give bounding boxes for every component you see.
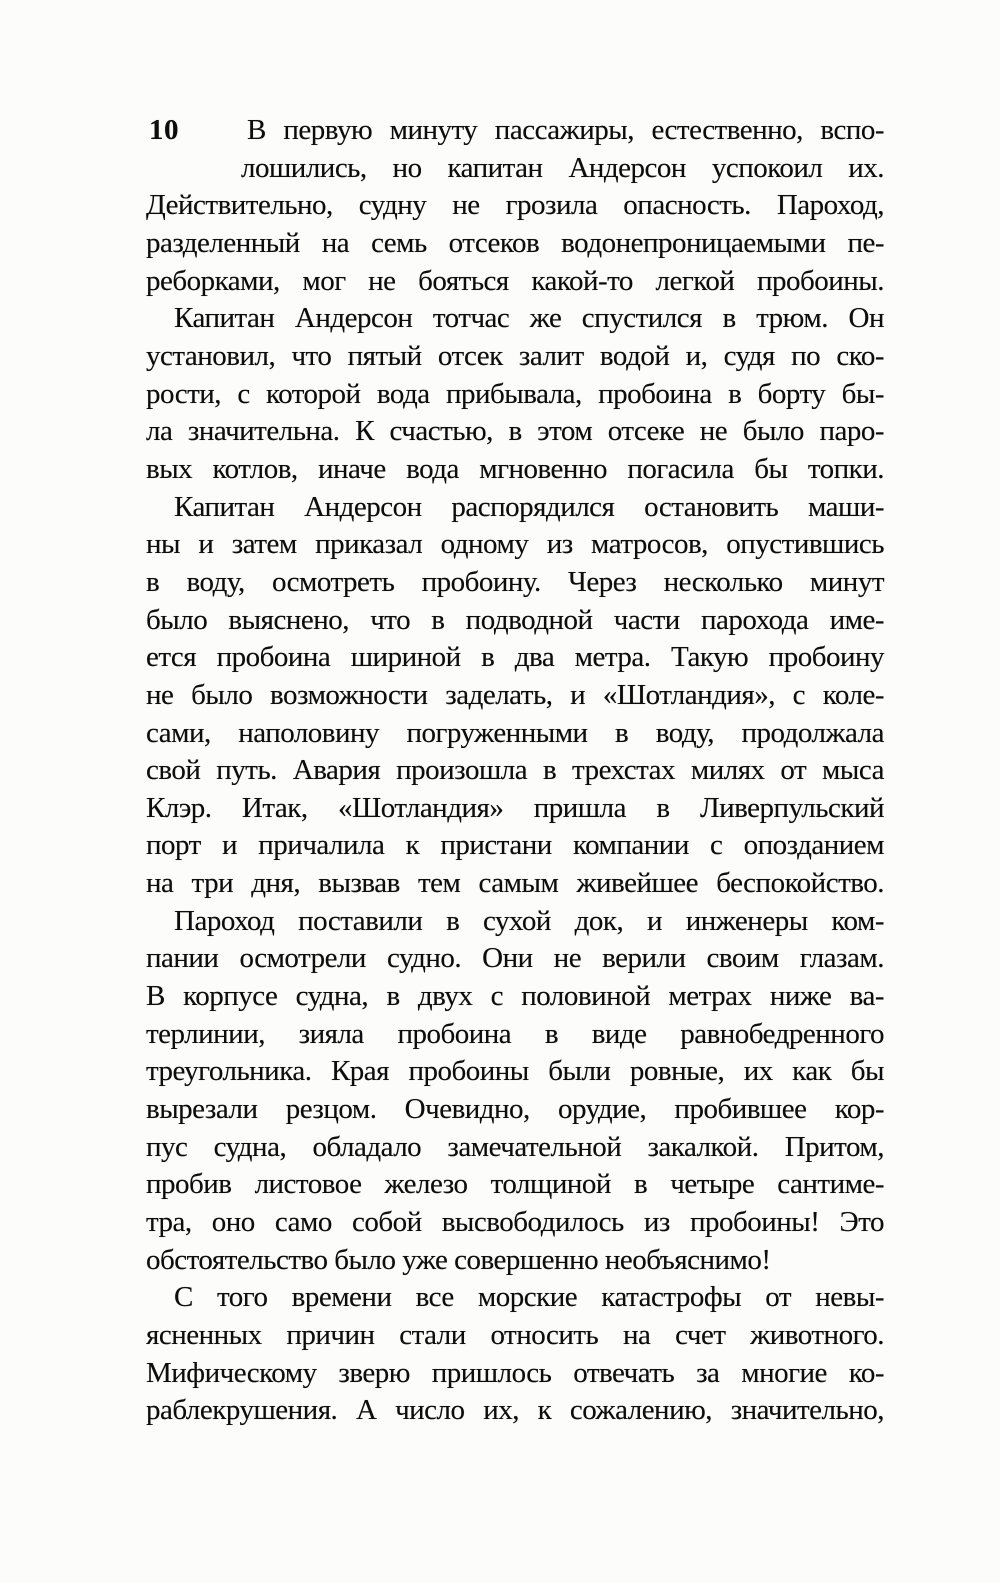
text-line: пании осмотрели судно. Они не верили своим глазам.	[146, 942, 884, 975]
text-line: Клэр. Итак, «Шотландия» пришла в Ливерпульский	[146, 791, 884, 824]
text-line: вых котлов, иначе вода мгновенно погасила бы топки.	[146, 452, 884, 485]
text-line: лошились, но капитан Андерсон успокоил их.	[241, 151, 884, 184]
text-line: Мифическому зверю пришлось отвечать за многие ко-	[146, 1356, 884, 1389]
text-line: В корпусе судна, в двух с половиной метрах ниже ва-	[146, 980, 884, 1013]
body-text	[146, 112, 884, 1430]
text-line: установил, что пятый отсек залит водой и, судя по ско-	[146, 339, 884, 372]
page-number: 10	[149, 114, 179, 146]
text-line: ется пробоина шириной в два метра. Такую пробоину	[146, 641, 884, 674]
text-line: пробив листовое железо толщиной в четыре сантиме-	[146, 1168, 884, 1201]
text-line: В первую минуту пассажиры, естественно, вспо-	[247, 114, 884, 146]
text-line: было выяснено, что в подводной части парохода име-	[146, 603, 884, 636]
text-line: порт и причалила к пристани компании с опозданием	[146, 829, 884, 862]
text-line: треугольника. Края пробоины были ровные, их как бы	[146, 1055, 884, 1088]
text-line: свой путь. Авария произошла в трехстах милях от мыса	[146, 754, 884, 787]
text-line: ны и затем приказал одному из матросов, опустившись	[146, 528, 884, 561]
text-line: ясненных причин стали относить на счет животного.	[146, 1319, 884, 1351]
text-line: разделенный на семь отсеков водонепроницаемыми пе-	[146, 226, 884, 259]
text-line: тра, оно само собой высвободилось из пробоины! Это	[146, 1206, 884, 1239]
text-line: Пароход поставили в сухой док, и инженеры ком-	[174, 904, 884, 937]
text-line: обстоятельство было уже совершенно необъяснимо!	[146, 1243, 771, 1276]
text-line: в воду, осмотреть пробоину. Через несколько минут	[146, 565, 884, 598]
text-line: вырезали резцом. Очевидно, орудие, пробившее кор-	[146, 1093, 884, 1126]
text-line: сами, наполовину погруженными в воду, продолжала	[146, 716, 884, 749]
text-line: Действительно, судну не грозила опасность. Пароход,	[146, 189, 884, 222]
text-line: Капитан Андерсон тотчас же спустился в трюм. Он	[174, 302, 884, 335]
text-line: Капитан Андерсон распорядился остановить маши-	[174, 490, 884, 523]
text-line: пус судна, обладало замечательной закалкой. Притом,	[146, 1130, 884, 1163]
text-line: на три дня, вызвав тем самым живейшее беспокойство.	[146, 867, 884, 900]
text-line: терлинии, зияла пробоина в виде равнобедренного	[146, 1017, 884, 1050]
text-line: реборками, мог не бояться какой-то легкой пробоины.	[146, 264, 884, 297]
text-line: ла значительна. К счастью, в этом отсеке не было паро-	[146, 415, 884, 448]
text-line: С того времени все морские катастрофы от невы-	[174, 1281, 884, 1314]
text-line: рости, с которой вода прибывала, пробоина в борту бы-	[146, 377, 884, 410]
text-line: раблекрушения. А число их, к сожалению, значительно,	[146, 1394, 884, 1427]
text-line: не было возможности заделать, и «Шотландия», с коле-	[146, 678, 884, 711]
